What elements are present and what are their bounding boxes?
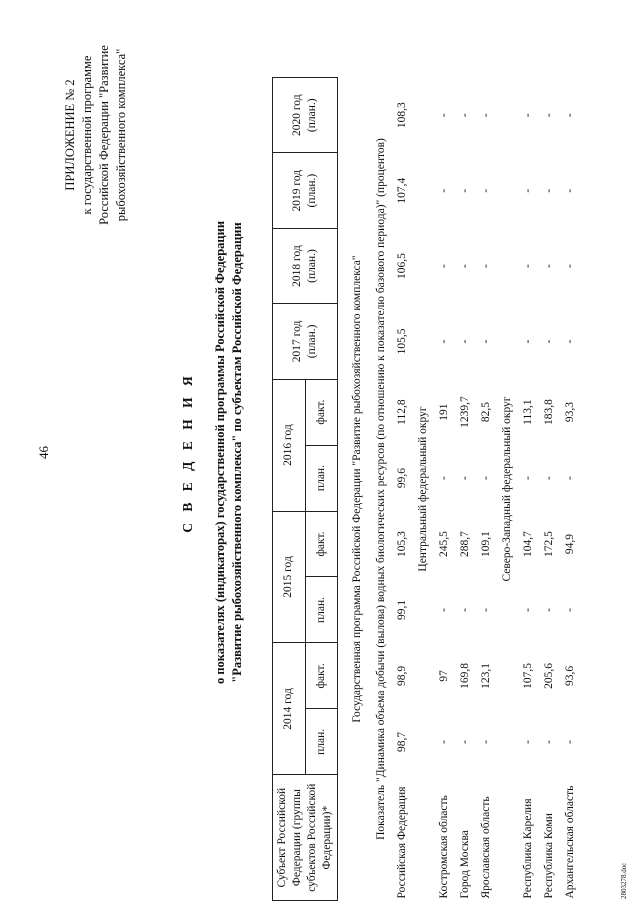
cell: 105,3 — [395, 531, 408, 557]
district-heading: Центральный федеральный округ — [416, 406, 429, 572]
header-fact: факт. — [305, 511, 338, 577]
cell: - — [542, 476, 555, 480]
row-label: Ярославская область — [479, 796, 492, 899]
row-label: Российская Федерация — [395, 786, 408, 899]
cell: - — [542, 113, 555, 118]
row-label: Город Москва — [458, 830, 471, 899]
table-row — [454, 78, 475, 901]
cell: - — [458, 339, 471, 344]
cell: 97 — [437, 670, 450, 682]
indicators-table — [272, 77, 580, 901]
cell: - — [458, 113, 471, 118]
table-row — [559, 78, 580, 901]
header-plan: план. — [305, 577, 338, 643]
cell: - — [437, 339, 450, 344]
cell: - — [521, 608, 534, 612]
table-row — [433, 78, 454, 901]
document-subtitle — [212, 0, 246, 905]
cell: - — [521, 188, 534, 193]
appendix-line: рыбохозяйственного комплекса" — [114, 48, 128, 222]
cell: - — [437, 739, 450, 744]
cell: - — [542, 188, 555, 193]
cell: 109,1 — [479, 531, 492, 557]
cell: 123,1 — [479, 662, 492, 689]
subtitle-line: о показателях (индикаторах) государственной программы Российской Федерации — [213, 220, 227, 685]
cell: - — [563, 608, 576, 612]
header-fact: факт. — [305, 379, 338, 445]
cell: 191 — [437, 403, 450, 421]
row-label: Республика Карелия — [521, 798, 534, 899]
cell: - — [563, 339, 576, 344]
cell: 1239,7 — [458, 396, 471, 428]
header-plan: план. — [305, 709, 338, 775]
row-label: Костромская область — [437, 795, 450, 899]
header-plan: план. — [305, 445, 338, 511]
subtitle-line: "Развитие рыбохозяйственного комплекса" по субъектам Российской Федерации — [230, 222, 244, 683]
cell: - — [437, 264, 450, 268]
header-2020: 2020 год (план.) — [273, 78, 338, 153]
header-2014: 2014 год — [273, 643, 306, 775]
header-subject: Субъект Российской Федерации (группы субъектов Российской Федерации)* — [273, 775, 338, 901]
appendix-line: Российской Федерации "Развитие — [97, 45, 111, 225]
cell: - — [521, 264, 534, 268]
cell: 93,6 — [563, 665, 576, 686]
cell: - — [479, 264, 492, 268]
cell: - — [458, 608, 471, 612]
cell: - — [521, 339, 534, 344]
cell: 172,5 — [542, 531, 555, 557]
row-label: Республика Коми — [542, 813, 555, 899]
cell: 205,6 — [542, 662, 555, 689]
cell: - — [563, 264, 576, 268]
cell: - — [437, 188, 450, 193]
cell: - — [542, 608, 555, 612]
cell: 113,1 — [521, 399, 534, 425]
cell: - — [437, 608, 450, 612]
cell: - — [521, 739, 534, 744]
cell: 108,3 — [395, 102, 408, 129]
row-label: Архангельская область — [563, 785, 576, 899]
cell: - — [563, 739, 576, 744]
cell: - — [542, 264, 555, 268]
cell: 107,4 — [395, 177, 408, 204]
table-row — [538, 78, 559, 901]
cell: - — [479, 739, 492, 744]
cell: - — [479, 188, 492, 193]
document-title: С В Е Д Е Н И Я — [180, 372, 195, 533]
cell: 112,8 — [395, 399, 408, 425]
cell: 99,1 — [395, 599, 408, 621]
cell: 288,7 — [458, 531, 471, 557]
cell: - — [542, 339, 555, 344]
cell: 105,5 — [395, 328, 408, 355]
header-fact: факт. — [305, 643, 338, 709]
cell: - — [458, 476, 471, 480]
cell: 106,5 — [395, 253, 408, 279]
page-number: 46 — [36, 446, 51, 459]
appendix-header — [62, 5, 130, 265]
appendix-line: к государственной программе — [80, 55, 94, 215]
appendix-line: ПРИЛОЖЕНИЕ № 2 — [63, 79, 77, 191]
table-row — [475, 78, 496, 901]
header-2015: 2015 год — [273, 511, 306, 643]
header-2018: 2018 год (план.) — [273, 228, 338, 303]
cell: 99,6 — [395, 467, 408, 489]
header-2017: 2017 год (план.) — [273, 304, 338, 379]
cell: - — [458, 264, 471, 268]
cell: - — [521, 476, 534, 480]
cell: 93,3 — [563, 402, 576, 423]
cell: - — [479, 339, 492, 344]
cell: - — [479, 608, 492, 612]
cell: - — [563, 476, 576, 480]
cell: 104,7 — [521, 531, 534, 557]
cell: - — [542, 739, 555, 744]
cell: - — [521, 113, 534, 118]
cell: 98,7 — [395, 731, 408, 752]
header-2016: 2016 год — [273, 379, 306, 511]
cell: - — [458, 188, 471, 193]
district-heading: Северо-Западный федеральный округ — [500, 396, 513, 582]
document-id: 2803278.doc — [620, 862, 628, 899]
cell: 245,5 — [437, 531, 450, 557]
program-row: Государственная программа Российской Федерации "Развитие рыбохозяйственного комплекса" — [351, 255, 363, 723]
cell: - — [479, 476, 492, 480]
table-row — [391, 78, 412, 901]
cell: 183,8 — [542, 399, 555, 426]
cell: - — [563, 188, 576, 193]
cell: 94,9 — [563, 533, 576, 555]
cell: 169,8 — [458, 662, 471, 689]
cell: 98,9 — [395, 665, 408, 686]
cell: - — [563, 113, 576, 118]
header-2019: 2019 год (план.) — [273, 153, 338, 228]
cell: 82,5 — [479, 402, 492, 423]
table-row — [517, 78, 538, 901]
cell: - — [437, 476, 450, 480]
cell: 107,5 — [521, 662, 534, 689]
cell: - — [479, 113, 492, 118]
cell: - — [458, 739, 471, 744]
cell: - — [437, 113, 450, 118]
indicator-row: Показатель "Динамика объема добычи (вылова) водных биологических ресурсов (по отношению к показателю базового периода)" (процентов) — [374, 138, 387, 840]
